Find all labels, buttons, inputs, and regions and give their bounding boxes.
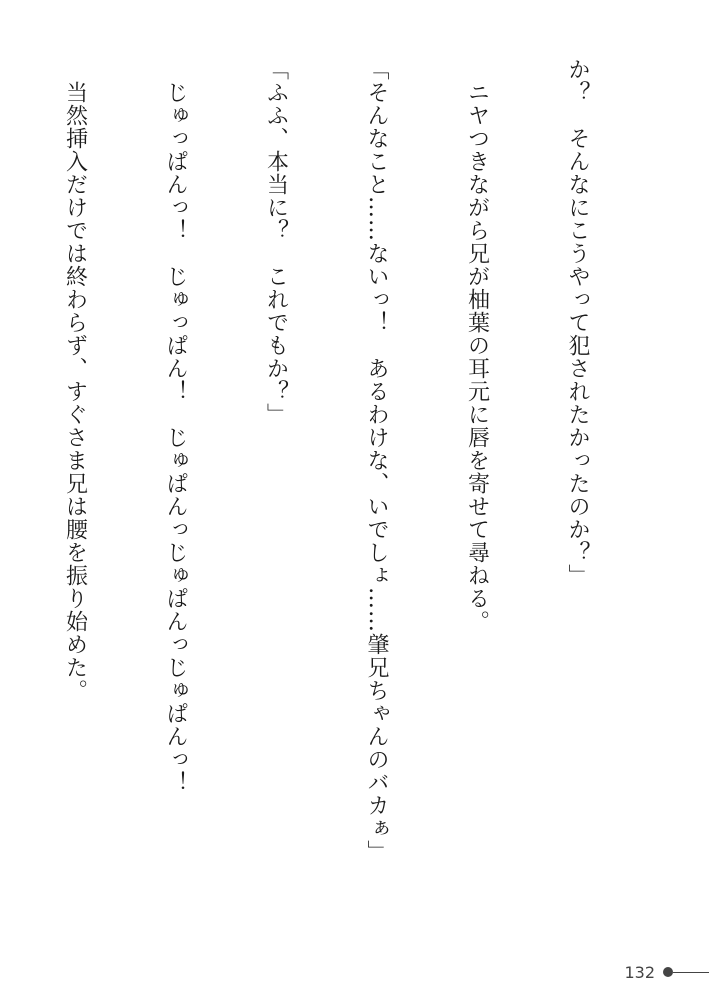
vertical-body-text xyxy=(0,58,661,958)
footer-rule xyxy=(673,972,709,973)
footer-bullet-icon xyxy=(663,967,673,977)
text-line: ニヤつきながら兄が柚葉の耳元に唇を寄せて尋ねる。 xyxy=(464,58,490,633)
page-footer xyxy=(624,962,709,982)
text-line: 「ふふ、本当に？ これでもか？」 xyxy=(263,58,289,426)
text-line: 「そんなこと……ないっ！ あるわけな、いでしょ……肇兄ちゃんのバカぁ」 xyxy=(364,58,389,863)
text-line: じゅっぱんっ！ じゅっぱん！ じゅぱんっじゅぱんっじゅぱんっ！ xyxy=(163,58,188,794)
text-line: か？ そんなにこうやって犯されたかったのか？」 xyxy=(565,58,590,587)
page-number: 132 xyxy=(624,962,655,982)
text-line: 当然挿入だけでは終わらず、すぐさま兄は腰を振り始めた。 xyxy=(62,58,88,702)
